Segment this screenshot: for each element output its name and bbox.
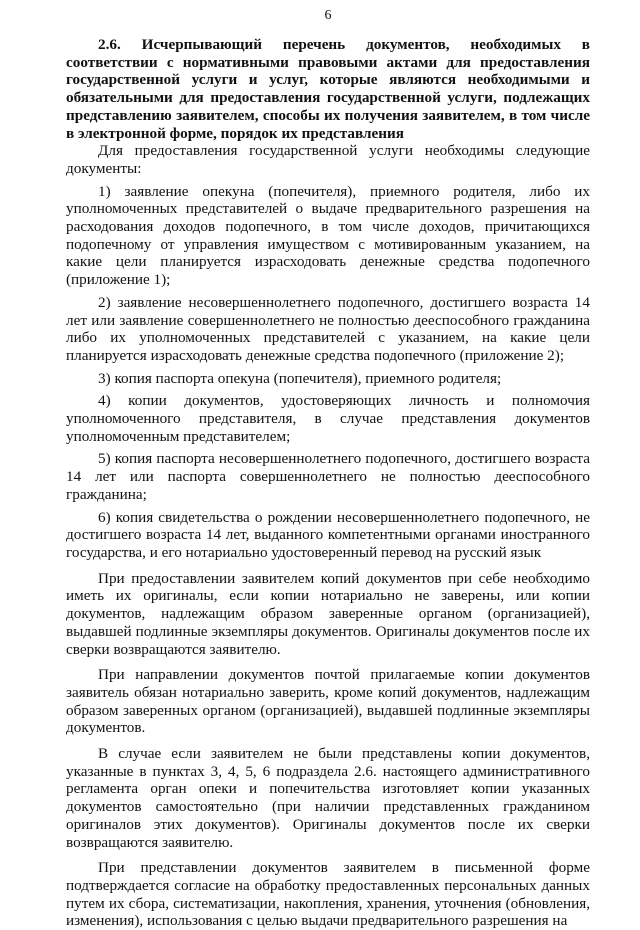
page-number: 6 — [324, 8, 332, 23]
list-item-5: 5) копия паспорта несовершеннолетнего подопечного, достигшего возраста 14 лет или паспорта совершеннолетнего не полностью дееспособного гражданина; — [66, 450, 590, 503]
list-item-1: 1) заявление опекуна (попечителя), приемного родителя, либо их уполномоченных представителей о выдаче предварительного разрешения на расходования доходов подопечного, в том числе доходов, причитающихся подопечному от управления имуществом с мотивированным указанием, на какие цели планируется израсходовать денежные средства подопечного (приложение 1); — [66, 182, 590, 289]
paragraph-intro: Для предоставления государственной услуги необходимы следующие документы: — [66, 142, 590, 177]
list-item-4: 4) копии документов, удостоверяющих личность и полномочия уполномоченного представителя, в случае представления документов уполномоченным представителем; — [66, 392, 590, 445]
paragraph-consent: При представлении документов заявителем в письменной форме подтверждается согласие на обработку предоставленных персональных данных путем их сбора, систематизации, накопления, хранения, уточнения (обновления, изменения), использования с целью выдачи предварительного разрешения на — [66, 859, 590, 930]
paragraph-copies: В случае если заявителем не были представлены копии документов, указанные в пунктах 3, 4, 5, 6 подраздела 2.6. настоящего административного регламента орган опеки и попечительства изготовляет копии указанных документов самостоятельно (при наличии представленных гражданином оригиналов этих документов). Оригиналы документов после их сверки возвращаются заявителю. — [66, 745, 590, 851]
paragraph-originals: При предоставлении заявителем копий документов при себе необходимо иметь их оригиналы, если копии нотариально не заверены, или копии документов, надлежащим образом заверенные органом (организацией), выдавшей подлинные экземпляры документов. Оригиналы документов после их сверки возвращаются заявителю. — [66, 569, 590, 658]
list-item-2: 2) заявление несовершеннолетнего подопечного, достигшего возраста 14 лет или заявление совершеннолетнего не полностью дееспособного гражданина либо их уполномоченных представителей с указанием, на какие цели планируется израсходовать денежные средства подопечного (приложение 2); — [66, 293, 590, 364]
list-item-6: 6) копия свидетельства о рождении несовершеннолетнего подопечного, не достигшего возраста 14 лет, выданного компетентными органами иностранного государства, и его нотариально удостоверенный перевод на русский язык — [66, 508, 590, 561]
list-item-3: 3) копия паспорта опекуна (попечителя), приемного родителя; — [98, 369, 502, 387]
paragraph-postal: При направлении документов почтой прилагаемые копии документов заявитель обязан нотариально заверить, кроме копий документов, надлежащим образом заверенных органом (организацией), выдавшей подлинные экземпляры документов. — [66, 666, 590, 737]
section-heading: 2.6. Исчерпывающий перечень документов, необходимых в соответствии с нормативными правовыми актами для предоставления государственной услуги и услуг, которые являются необходимыми и обязательными для предоставления государственной услуги, подлежащих представлению заявителем, способы их получения заявителем, в том числе в электронной форме, порядок их представления — [66, 36, 590, 142]
document-page — [66, 8, 590, 930]
